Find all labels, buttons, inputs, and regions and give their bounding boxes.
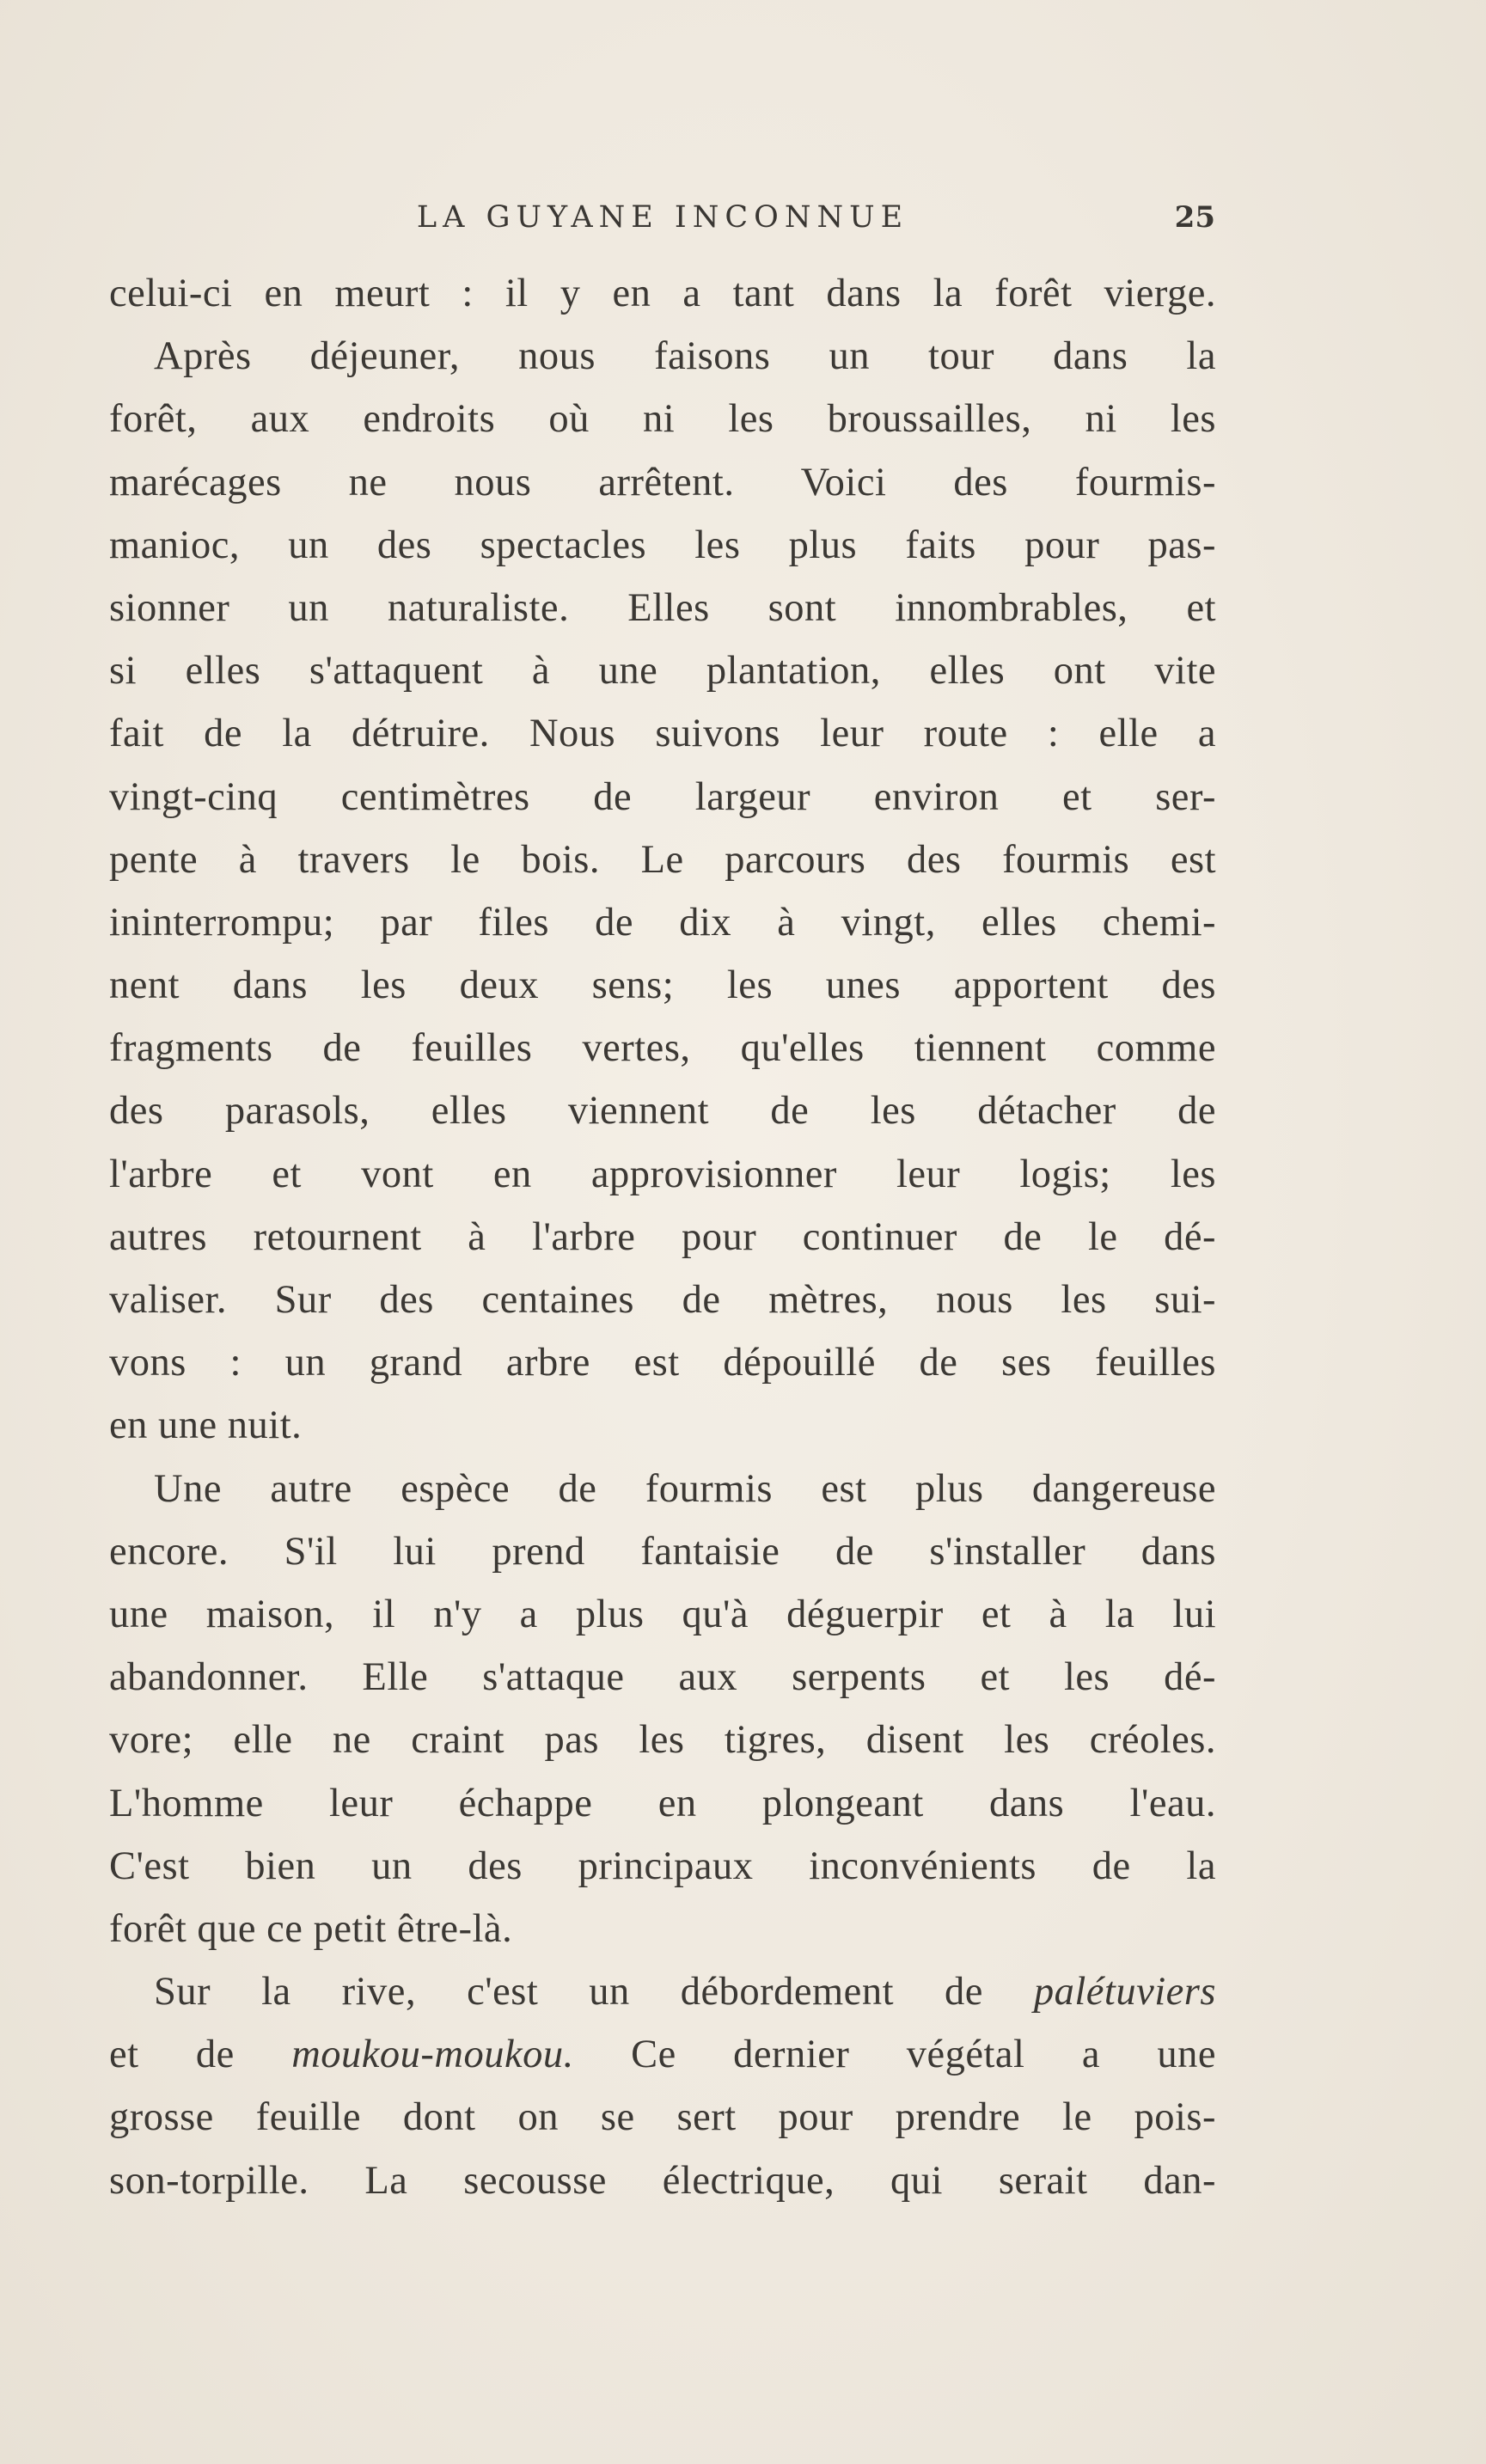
text-line (109, 2023, 1216, 2086)
text-line: l'arbre et vont en approvisionner leur logis; les (109, 1152, 1216, 1196)
text-line: vingt-cinq centimètres de largeur environ et ser- (109, 774, 1216, 819)
text-line: si elles s'attaquent à une plantation, elles ont vite (109, 649, 1216, 694)
text-line: forêt, aux endroits où ni les broussailles, ni les (109, 397, 1216, 442)
running-head: LA GUYANE INCONNUE (416, 200, 909, 235)
text-line: sionner un naturaliste. Elles sont innombrables, et (109, 585, 1216, 630)
text-line: L'homme leur échappe en plongeant dans l'eau. (109, 1781, 1216, 1825)
text-line: encore. S'il lui prend fantaisie de s'installer dans (109, 1529, 1216, 1574)
page-number: 25 (1174, 200, 1215, 235)
text-run: et de (109, 2033, 292, 2077)
text-line: fait de la détruire. Nous suivons leur route : elle a (109, 712, 1216, 756)
text-line: vons : un grand arbre est dépouillé de ses feuilles (109, 1341, 1216, 1385)
text-line: fragments de feuilles vertes, qu'elles tiennent comme (109, 1026, 1216, 1071)
text-line: abandonner. Elle s'attaque aux serpents et les dé- (109, 1655, 1216, 1700)
text-run: Sur la rive, c'est un débordement de (154, 1970, 1034, 2015)
italic-term: palétuviers (1033, 1970, 1216, 2015)
text-line: Après déjeuner, nous faisons un tour dans la (154, 334, 1216, 379)
text-line: valiser. Sur des centaines de mètres, nous les sui- (109, 1278, 1216, 1322)
text-run: Ce dernier végétal a une (573, 2033, 1216, 2077)
text-line: ininterrompu; par files de dix à vingt, elles chemi- (109, 900, 1216, 945)
text-line: grosse feuille dont on se sert pour prendre le pois- (109, 2095, 1216, 2140)
text-line: forêt que ce petit être-là. (109, 1906, 513, 1951)
text-line: celui-ci en meurt : il y en a tant dans la forêt vierge. (109, 272, 1216, 315)
text-line: marécages ne nous arrêtent. Voici des fourmis- (109, 460, 1216, 504)
text-line: pente à travers le bois. Le parcours des fourmis est (109, 837, 1216, 882)
text-line: son-torpille. La secousse électrique, qui serait dan- (109, 2158, 1216, 2203)
text-line: Une autre espèce de fourmis est plus dangereuse (154, 1466, 1216, 1511)
text-line (109, 1960, 1216, 2023)
page-header (110, 196, 1215, 248)
italic-term: moukou-moukou. (291, 2033, 574, 2077)
body-text (109, 262, 1216, 2212)
text-line: vore; elle ne craint pas les tigres, disent les créoles. (109, 1718, 1216, 1763)
text-line: une maison, il n'y a plus qu'à déguerpir et à la lui (109, 1592, 1216, 1636)
text-line: C'est bien un des principaux inconvénients de la (109, 1843, 1216, 1888)
text-line: en une nuit. (109, 1403, 303, 1448)
text-line: manioc, un des spectacles les plus faits pour pas- (109, 523, 1216, 567)
text-line: autres retournent à l'arbre pour continuer de le dé- (109, 1214, 1216, 1259)
text-line: nent dans les deux sens; les unes apportent des (109, 963, 1216, 1008)
text-line: des parasols, elles viennent de les détacher de (109, 1089, 1216, 1134)
